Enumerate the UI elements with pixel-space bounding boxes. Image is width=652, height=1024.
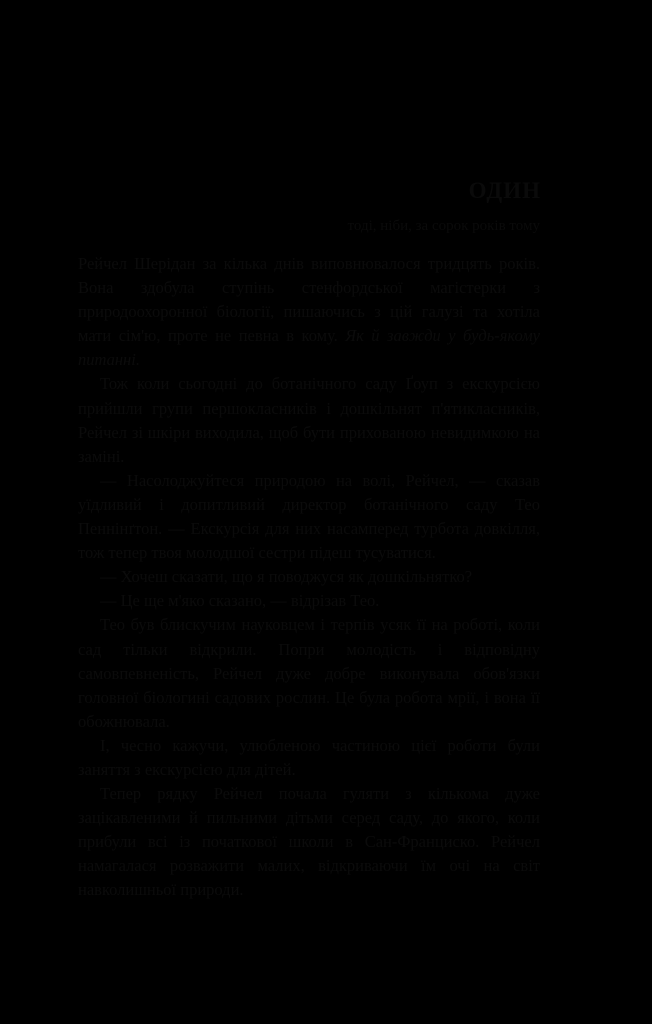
- paragraph: [78, 252, 540, 372]
- chapter-body: [78, 252, 540, 903]
- paragraph: — Насолоджуйтеся природою на волі, Рейчел, — сказав уїдливий і допитливий директор ботанічного саду Тео Пеннінґтон. — Екскурсія для них насамперед турбота довкілля, тож тепер твоя молодшої сестри підеш тусуватися.: [78, 470, 540, 563]
- paragraph: Тепер рядку Рейчел почала гуляти з кількома дуже зацікавленими й пильними дітьми серед саду, до якого, коли прибули всі із початкової школи в Сан-Франциско. Рейчел намагалася розважити малих, відкриваючи їм очі на світ навколишньої природи.: [78, 784, 540, 900]
- paragraph: — Хочеш сказати, що я поводжуся як дошкільнятко?: [100, 567, 473, 587]
- paragraph: Тож коли сьогодні до ботанічного саду Ґоуп з екскурсією прийшли групи першокласників і дошкільнят п'ятикласників, Рейчел зі шкіри виходила, щоб бути прихованою невидимкою на заміні.: [78, 374, 540, 466]
- chapter-title: ОДИН: [468, 178, 541, 203]
- paragraph-text: Рейчел Шерідан за кілька днів виповнювалося тридцять років. Вона здобула ступінь стенфордської магістерки з природоохоронної біології, пишаючись з цій галузі та хотіла мати сім'ю, проте не певна в кому.: [78, 254, 540, 346]
- chapter-subtitle: тоді, ніби, за сорок років тому: [347, 218, 540, 234]
- paragraph: Тео був блискучим науковцем і терпів усяк її на роботі, коли сад тільки відкрили. Попри молодість і відповідну самовпевненість, Рейчел дуже добре виконувала обов'язки головної біологині садових рослин. Це була робота мрії, і вона її обожнювала.: [78, 615, 540, 731]
- paragraph: — Це ще м'яко сказано, — відрізав Тео.: [100, 591, 380, 611]
- paragraph: І, чесно кажучи, улюбленою частиною цієї роботи були заняття з екскурсією для дітей.: [78, 735, 540, 779]
- paragraph-emphasis: Як й завжди у будь-якому питанні.: [78, 326, 540, 370]
